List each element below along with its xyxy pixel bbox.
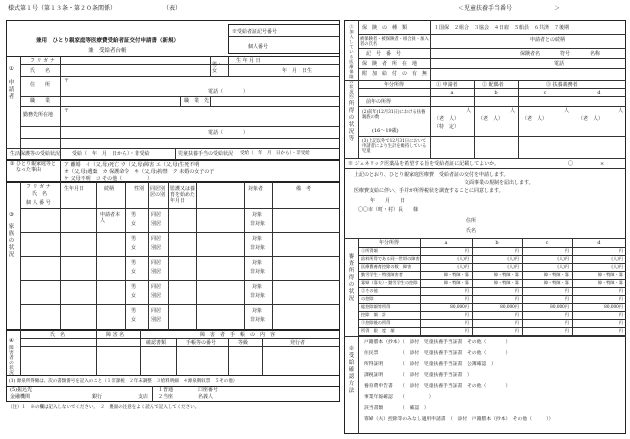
income-col-spouse: ② 配偶者 bbox=[482, 82, 504, 88]
holder-label: 名義人 bbox=[198, 394, 214, 400]
calc-row-value: 障・特障・寡 bbox=[493, 280, 519, 285]
reason-item-1: ア 離婚 イ（父,母)死亡 ウ（父,母)障害 エ（父,母)生死不明 bbox=[64, 162, 200, 168]
calc-row-value: (人)円 bbox=[507, 256, 519, 261]
calc-row-value: 障・特障・寡 bbox=[543, 272, 569, 277]
calc-row-label: 控除 額 計 bbox=[361, 312, 387, 317]
family-num: ③ bbox=[9, 212, 14, 218]
calc-row-value: 円 bbox=[564, 312, 569, 317]
family-row-sex-m[interactable]: 男 bbox=[131, 236, 137, 242]
calc-row-value: 円 bbox=[618, 288, 623, 293]
check-item[interactable]: 該当書類 （ 確認 ） bbox=[364, 406, 429, 411]
people-c: 人 bbox=[564, 108, 570, 114]
family-row-sex-m[interactable]: 男 bbox=[131, 260, 137, 266]
declaration-name: 氏名 bbox=[466, 228, 477, 234]
calc-row-value: (人)円 bbox=[457, 264, 469, 269]
calc-row-label: 給料所得である同一世帯の障害 bbox=[361, 256, 420, 261]
declaration-1: 上記のとおり、ひとり親家庭医療費 受給者証の交付を申請します。 bbox=[354, 172, 509, 178]
calc-row-value: 円 bbox=[564, 320, 569, 325]
insurer-label: 保険者名 bbox=[520, 51, 541, 57]
name-label: 氏 名 bbox=[30, 68, 51, 74]
support-status-value: 受給（ 年 月 日から）・非受給 bbox=[72, 151, 150, 157]
family-col-birth: 生年月日 bbox=[64, 186, 85, 192]
family-col-furigana: フ リ ガ ナ bbox=[26, 184, 51, 190]
family-row-sex-f[interactable]: 女 bbox=[131, 221, 137, 227]
calc-col-header: b bbox=[495, 240, 499, 246]
insurance-section-label: ⑤加入している医療保険の状況 bbox=[349, 24, 354, 94]
calc-row-value: (人)円 bbox=[557, 264, 569, 269]
disability-label: 障害者の状況 bbox=[9, 346, 14, 376]
elderly-b: （老 人） bbox=[478, 116, 504, 122]
bank-name-label: 金融機関 bbox=[10, 394, 31, 400]
family-col-care: 監護又は養育を始めた年月日 bbox=[170, 186, 196, 204]
family-row-living[interactable]: 同居 bbox=[151, 284, 162, 290]
declaration-mayor: 〇〇市（町・村）長 様 bbox=[358, 207, 419, 213]
calc-row-value: 円 bbox=[464, 320, 469, 325]
calc-row-value: 円 bbox=[618, 312, 623, 317]
calc-row-label: ①所得額 bbox=[361, 248, 378, 253]
symbol-number-label: 記 号 番 号 bbox=[366, 51, 402, 57]
calc-row-label: 総控除額等所得 bbox=[361, 304, 391, 309]
calc-row-value: (人)円 bbox=[507, 264, 519, 269]
calc-row-value: 円 bbox=[564, 288, 569, 293]
calc-section-label: 審査所得の状況 bbox=[348, 254, 355, 302]
calc-row-label: 勤労学生・特別障害者 bbox=[361, 272, 403, 277]
sex-label: 男・女 bbox=[212, 62, 223, 74]
disability-col-type: 障 害 名 bbox=[106, 332, 125, 338]
check-item[interactable]: 事業年報確認 （ ） bbox=[364, 395, 434, 400]
calc-row-value: (人)円 bbox=[611, 256, 623, 261]
family-row-living[interactable]: 同居 bbox=[151, 212, 162, 218]
calc-row-value: 障・特障・寡 bbox=[597, 272, 623, 277]
calc-row-value: 80,000円 bbox=[604, 304, 623, 309]
bank-suffix: 銀行 bbox=[92, 394, 103, 400]
family-col-notes: 備 考 bbox=[296, 186, 312, 192]
calc-row-value: 円 bbox=[618, 248, 623, 253]
insurance-type-options: １国保 ２組合 ３協会 ４日雇 ５船員 ６共済 ７後期 bbox=[434, 25, 570, 31]
check-item[interactable]: 戸籍謄本（抄本）（ 添付 児童扶養手当証書 その他（ ） bbox=[364, 340, 511, 345]
insurer-phone-label: 電話 bbox=[554, 61, 565, 67]
family-col-target: 対象者 bbox=[248, 186, 264, 192]
family-applicant-self: 申請者本人 bbox=[100, 212, 121, 224]
calc-row-value: 円 bbox=[514, 328, 519, 333]
calc-row-label: ③控除後の所得 bbox=[361, 320, 391, 325]
birth-label: 生 年 月 日 bbox=[236, 58, 261, 64]
income-col-d: d bbox=[597, 90, 601, 96]
family-col-sex: 性別 bbox=[134, 186, 145, 192]
elderly-d: （老 人） bbox=[578, 116, 604, 122]
calc-row-label: 医療費養育控除の数 障害 bbox=[361, 264, 412, 269]
phone-label-2: 電話（ ） bbox=[208, 130, 249, 136]
calc-row-value: 障・特障・寡 bbox=[543, 280, 569, 285]
address-label: 住 所 bbox=[30, 82, 51, 88]
form-side: （表） bbox=[163, 5, 182, 12]
family-row-sex-f[interactable]: 女 bbox=[131, 269, 137, 275]
disability-sub-doc: 確認書類 bbox=[146, 340, 167, 346]
family-col-living: 同居別居の別 bbox=[150, 186, 166, 198]
disability-col-book: 障 害 者 手 帳 の 内 容 bbox=[200, 332, 276, 338]
calc-row-value: 円 bbox=[464, 312, 469, 317]
check-item[interactable]: 所得証明 （ 添付 児童扶養手当証書 公簿確認 ） bbox=[364, 362, 496, 367]
form-title: 兼用 ひとり親家庭等医療費受給者証交付申請書（新規） bbox=[36, 38, 180, 44]
calc-row-value: 円 bbox=[464, 248, 469, 253]
applicant-section-num: ① bbox=[9, 66, 14, 72]
calc-row-value: 80,000円 bbox=[450, 304, 469, 309]
calc-row-value: 障・特障・寡 bbox=[493, 272, 519, 277]
family-label: 家族の状況 bbox=[8, 224, 15, 258]
family-row-nontarget[interactable]: 非対象 bbox=[250, 317, 266, 323]
calc-row-value: 円 bbox=[618, 296, 623, 301]
calc-col-header: c bbox=[545, 240, 549, 246]
people-d: 人 bbox=[618, 108, 624, 114]
support-status-label: 生活保護等の受給状況 bbox=[10, 151, 61, 157]
check-item[interactable]: 寡婦（夫）控除等のみなし適用申請書 （ 添付 戸籍謄本（抄本） その他（ ）） bbox=[364, 417, 554, 422]
account-no-label: 口座番号 bbox=[198, 387, 219, 393]
branch-suffix: 支店 bbox=[138, 394, 149, 400]
calc-row-value: 障・特障・寡 bbox=[443, 280, 469, 285]
family-row-nontarget[interactable]: 非対象 bbox=[250, 269, 266, 275]
calc-row-value: 円 bbox=[514, 288, 519, 293]
family-row-apart[interactable]: 別居 bbox=[151, 293, 162, 299]
calc-row-value: 円 bbox=[464, 328, 469, 333]
family-row-sex-f[interactable]: 女 bbox=[131, 317, 137, 323]
insured-name-label: 被保険者・被保険者・組合員・加入者の氏名 bbox=[360, 37, 429, 47]
relation-label: 申請者との続柄 bbox=[530, 37, 566, 43]
birth-value: 年 月 日生 bbox=[282, 68, 313, 74]
postal-label: 〒 bbox=[64, 78, 70, 84]
insurance-type-label: 保 険 の 種 類 bbox=[362, 25, 408, 31]
income-col-c: c bbox=[543, 90, 547, 96]
applicant-section-label: 申請者 bbox=[8, 80, 15, 100]
postal-label-2: 〒 bbox=[64, 108, 70, 114]
check-item[interactable]: 住民票 （ 添付 児童扶養手当証書 その他（ ） bbox=[364, 351, 511, 356]
income-note: (1) 源泉所得額は、次の書類番号を記入のこと（１非課税 ２年末調整 ３給料明細 ４源泉徴収票 ５その他） bbox=[9, 379, 238, 384]
declaration-address: 住所 bbox=[466, 218, 477, 224]
income-section-label: ⑥所得の状況等 bbox=[348, 94, 355, 142]
family-row-sex-m[interactable]: 男 bbox=[131, 212, 137, 218]
account-type-2: ２当座 bbox=[158, 394, 174, 400]
family-row-target[interactable]: 対象 bbox=[252, 212, 263, 218]
income-col-applicant: ① 申請者 bbox=[436, 82, 458, 88]
family-row-sex-f[interactable]: 女 bbox=[131, 245, 137, 251]
calc-row-value: 円 bbox=[514, 312, 519, 317]
furigana-label: フ リ ガ ナ bbox=[30, 58, 55, 64]
calc-col-header: a bbox=[444, 240, 448, 246]
generic-no[interactable]: × bbox=[600, 161, 605, 167]
income-row-2: (2)前年(12月31日)における扶養親族の数 bbox=[362, 110, 426, 120]
calc-row-value: 円 bbox=[514, 248, 519, 253]
check-item[interactable]: 課税証明 （ 添付 児童扶養手当証書 ） bbox=[364, 373, 472, 378]
calc-row-value: 円 bbox=[618, 328, 623, 333]
disability-sub-grade: 等級 bbox=[238, 340, 249, 346]
family-row-target[interactable]: 対象 bbox=[252, 260, 263, 266]
disability-sub-no: 手帳等の番号 bbox=[186, 340, 217, 346]
specific-a: （特 定） bbox=[434, 124, 460, 130]
pension-value: 受給（ 年 月 日から）・非受給 bbox=[240, 151, 310, 156]
insurer-address-label: 保 険 者 所 在 地 bbox=[362, 61, 418, 67]
income-row-1: 前年の所得 bbox=[366, 99, 392, 105]
family-row-divider bbox=[20, 304, 340, 305]
family-col-individual: 個 人 番 号 bbox=[26, 200, 51, 206]
family-row-nontarget[interactable]: 非対象 bbox=[250, 293, 266, 299]
income-col-a: a bbox=[450, 90, 454, 96]
reception-no-label: ※受給者証記号番号 bbox=[232, 29, 278, 35]
declaration-date: 年 月 日 bbox=[370, 198, 406, 204]
family-row-sex-m[interactable]: 男 bbox=[131, 308, 137, 314]
family-row-nontarget[interactable]: 非対象 bbox=[250, 221, 266, 227]
family-row-divider bbox=[20, 280, 340, 281]
family-row-divider bbox=[20, 256, 340, 257]
calc-row-label: 寡婦（寡夫）・勤労学生の控除 bbox=[361, 280, 418, 285]
people-b: 人 bbox=[510, 108, 516, 114]
calc-row-value: 80,000円 bbox=[550, 304, 569, 309]
calc-row-value: 円 bbox=[464, 288, 469, 293]
family-row-living[interactable]: 同居 bbox=[151, 260, 162, 266]
calc-col-header: d bbox=[597, 240, 601, 246]
family-row-apart[interactable]: 別居 bbox=[151, 245, 162, 251]
disability-sub-issuer: 発行者 bbox=[290, 340, 306, 346]
family-col-name: 氏 名 bbox=[32, 191, 48, 197]
bank-label: (5)振込先 bbox=[10, 387, 33, 393]
calc-row-value: 円 bbox=[514, 320, 519, 325]
calc-row-value: 円 bbox=[514, 296, 519, 301]
reason-item-3: ケ 父母不明 コ その他（ ） bbox=[64, 176, 153, 182]
calc-row-value: 円 bbox=[564, 328, 569, 333]
form-subtitle: 兼 受給者台帳 bbox=[88, 48, 127, 54]
pension-label: 児童扶養手当の受給状況 bbox=[178, 151, 234, 157]
family-row-nontarget[interactable]: 非対象 bbox=[250, 245, 266, 251]
additional-benefit-label: 附 加 給 付 の 有 無 bbox=[362, 71, 428, 77]
family-row-target[interactable]: 対象 bbox=[252, 236, 263, 242]
calc-row-value: (人)円 bbox=[457, 256, 469, 261]
employer-label: 職 業 先 bbox=[184, 98, 210, 104]
income-col-supporter: ③ 扶養義務者 bbox=[546, 82, 578, 88]
declaration-2: 文面事業の規制を届出します。 bbox=[354, 180, 534, 186]
elderly-c: （老 人） bbox=[522, 116, 548, 122]
form-number: 様式第１号（第１３条・第２０条関係） bbox=[8, 5, 117, 12]
family-row-living[interactable]: 同居 bbox=[151, 308, 162, 314]
calc-row-value: (人)円 bbox=[557, 256, 569, 261]
disability-num: ④ bbox=[9, 338, 14, 344]
elderly-a: （老 人） bbox=[434, 116, 460, 122]
workplace-label: 勤務先所在地 bbox=[23, 112, 54, 118]
calc-row-value: 80,000円 bbox=[500, 304, 519, 309]
reason-num: ② bbox=[10, 161, 15, 167]
family-col-relation: 続柄 bbox=[104, 186, 115, 192]
family-row-target[interactable]: 対象 bbox=[252, 284, 263, 290]
generic-yes[interactable]: 〇 bbox=[568, 161, 574, 167]
check-section-label: ※受給確認方法 bbox=[348, 346, 355, 394]
calc-row-value: 障・特障・寡 bbox=[443, 272, 469, 277]
calc-row-value: (人)円 bbox=[611, 264, 623, 269]
calc-row-value: 円 bbox=[564, 248, 569, 253]
family-row-divider bbox=[20, 232, 340, 233]
income-col-year: 年分所得 bbox=[384, 82, 405, 88]
calc-row-value: 円 bbox=[564, 296, 569, 301]
reason-item-2: オ（父,母)遺棄 カ 保護命令 キ（父,母)拘禁 ク 未婚の女子の子 bbox=[64, 169, 215, 175]
calc-col-header: 年分所得 bbox=[378, 240, 399, 246]
family-row-target[interactable]: 対象 bbox=[252, 308, 263, 314]
family-row-apart[interactable]: 別居 bbox=[151, 221, 162, 227]
cert-number: ＜児童扶養手当番号 ＞ bbox=[458, 5, 561, 12]
reason-label: ひとり親家庭等となった事由 bbox=[16, 161, 57, 173]
calc-row-label: の控除 bbox=[361, 296, 374, 301]
income-row-3: (3)上記以外で12月31日において申請者により生計を維持している児童 bbox=[362, 139, 427, 154]
check-item[interactable]: 養育費申告書 （ 添付 児童扶養手当証書 その他（ ） bbox=[364, 384, 511, 389]
generic-drug-note: ※ ジェネリック医薬品を希望する旨を受給者証に記載してよいか。 bbox=[348, 161, 500, 167]
disability-col-name: 氏 名 bbox=[50, 332, 66, 338]
calc-row-value: 円 bbox=[464, 296, 469, 301]
symbol-label: 符号 bbox=[560, 51, 571, 57]
family-row-sex-m[interactable]: 男 bbox=[131, 284, 137, 290]
phone-label: 電話（ ） bbox=[208, 89, 249, 95]
declaration-3: 医療費支給に伴い、手并が所得税状を調査することに同意します。 bbox=[354, 188, 504, 194]
account-type-1: １普通 bbox=[158, 387, 174, 393]
family-row-apart[interactable]: 別居 bbox=[151, 317, 162, 323]
calc-row-value: 円 bbox=[618, 320, 623, 325]
people-a: 人 bbox=[466, 108, 472, 114]
individual-no-label: 個人番号 bbox=[248, 44, 269, 50]
calc-row-label: 所得 限 度 額 bbox=[361, 328, 395, 333]
calc-row-value: 障・特障・寡 bbox=[597, 280, 623, 285]
income-col-b: b bbox=[494, 90, 498, 96]
name-col-label: 名称 bbox=[590, 51, 601, 57]
footer-note: （注）１ ※の欄は記入しないでください。 ２ 裏面の注意をよく読んで記入してください。 bbox=[8, 405, 200, 410]
family-row-apart[interactable]: 別居 bbox=[151, 269, 162, 275]
calc-row-label: ②その他 bbox=[361, 288, 378, 293]
family-row-sex-f[interactable]: 女 bbox=[131, 293, 137, 299]
family-row-living[interactable]: 同居 bbox=[151, 236, 162, 242]
job-label: 職 業 bbox=[30, 98, 51, 104]
age-16-label: (16〜19歳) bbox=[372, 128, 399, 134]
